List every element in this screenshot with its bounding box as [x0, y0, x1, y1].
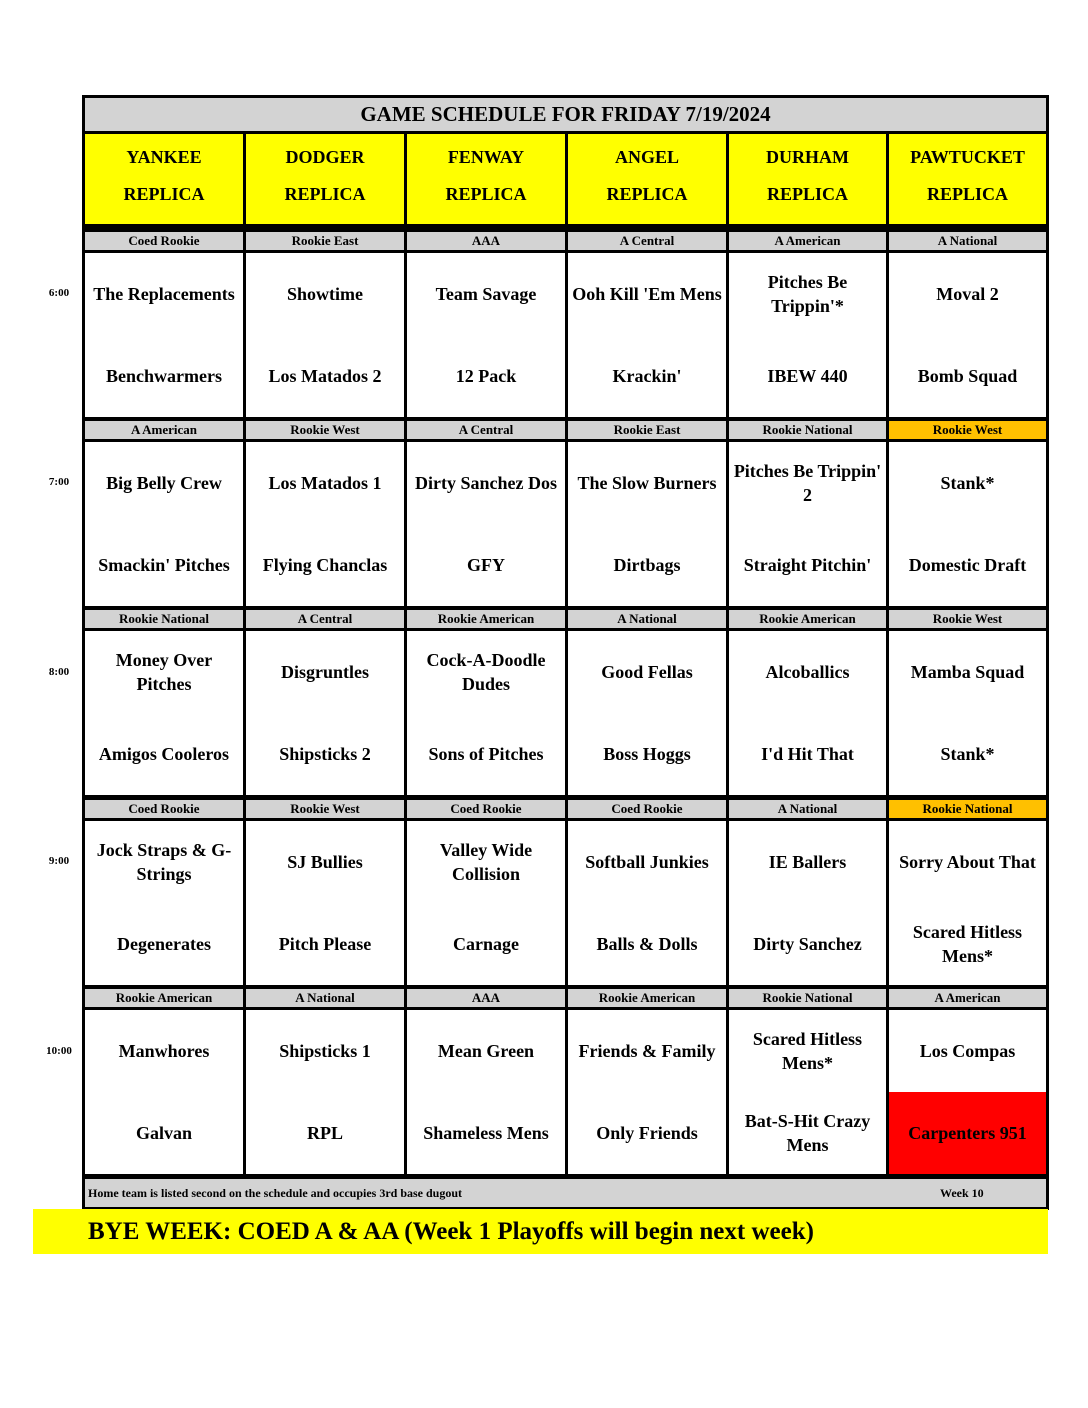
field-name: PAWTUCKET: [910, 147, 1025, 167]
away-team: Manwhores: [85, 1010, 243, 1092]
field-name: FENWAY: [447, 147, 525, 167]
home-team-highlighted: Carpenters 951: [889, 1092, 1046, 1174]
time-label: 9:00: [48, 855, 70, 867]
home-team: Benchwarmers: [85, 335, 243, 417]
away-team: Big Belly Crew: [85, 442, 243, 524]
division-label-highlighted: Rookie West: [889, 421, 1046, 439]
away-team: The Slow Burners: [568, 442, 726, 524]
division-label: A National: [246, 989, 404, 1007]
home-team: Bat-S-Hit Crazy Mens: [729, 1092, 886, 1174]
field-name: DURHAM: [766, 147, 849, 167]
division-label: A Central: [407, 421, 565, 439]
field-header-fenway: [407, 134, 565, 224]
home-team: Stank*: [889, 713, 1046, 795]
away-team: Softball Junkies: [568, 821, 726, 903]
home-team: RPL: [246, 1092, 404, 1174]
field-header-angel: [568, 134, 726, 224]
schedule-table: [82, 95, 1049, 1210]
footer-note: Home team is listed second on the schedule and occupies 3rd base dugout: [88, 1186, 463, 1200]
home-team: Dirty Sanchez: [729, 903, 886, 985]
away-team: SJ Bullies: [246, 821, 404, 903]
field-header-durham: [729, 134, 886, 224]
division-label: Rookie American: [85, 989, 243, 1007]
field-sub: REPLICA: [284, 184, 366, 204]
away-team: Mamba Squad: [889, 631, 1046, 713]
division-label: AAA: [407, 989, 565, 1007]
home-team: Pitch Please: [246, 903, 404, 985]
home-team: Scared Hitless Mens*: [889, 903, 1046, 985]
division-label: Rookie West: [246, 800, 404, 818]
division-label: A National: [889, 232, 1046, 250]
away-team: Scared Hitless Mens*: [729, 1010, 886, 1092]
away-team: Disgruntles: [246, 631, 404, 713]
division-label: Rookie West: [246, 421, 404, 439]
home-team: IBEW 440: [729, 335, 886, 417]
division-label: Rookie National: [85, 610, 243, 628]
home-team: Galvan: [85, 1092, 243, 1174]
division-label: A Central: [246, 610, 404, 628]
field-name: YANKEE: [126, 147, 202, 167]
division-label: Coed Rookie: [568, 800, 726, 818]
home-team: Shipsticks 2: [246, 713, 404, 795]
away-team: Friends & Family: [568, 1010, 726, 1092]
home-team: Carnage: [407, 903, 565, 985]
division-label: Rookie American: [568, 989, 726, 1007]
away-team: Stank*: [889, 442, 1046, 524]
time-label: 7:00: [48, 476, 70, 488]
home-team: Dirtbags: [568, 524, 726, 606]
home-team: Straight Pitchin': [729, 524, 886, 606]
home-team: Los Matados 2: [246, 335, 404, 417]
home-team: Krackin': [568, 335, 726, 417]
home-team: Boss Hoggs: [568, 713, 726, 795]
home-team: Balls & Dolls: [568, 903, 726, 985]
field-sub: REPLICA: [926, 184, 1008, 204]
field-sub: REPLICA: [606, 184, 688, 204]
home-team: Smackin' Pitches: [85, 524, 243, 606]
division-label: Rookie National: [729, 421, 886, 439]
division-label: Rookie East: [246, 232, 404, 250]
home-team: Only Friends: [568, 1092, 726, 1174]
away-team: Alcoballics: [729, 631, 886, 713]
away-team: Dirty Sanchez Dos: [407, 442, 565, 524]
home-team: Flying Chanclas: [246, 524, 404, 606]
field-sub: REPLICA: [123, 184, 205, 204]
away-team: Mean Green: [407, 1010, 565, 1092]
home-team: Amigos Cooleros: [85, 713, 243, 795]
away-team: Valley Wide Collision: [407, 821, 565, 903]
division-label: A National: [568, 610, 726, 628]
division-label: A American: [85, 421, 243, 439]
schedule-title: GAME SCHEDULE FOR FRIDAY 7/19/2024: [85, 98, 1046, 131]
away-team: Money Over Pitches: [85, 631, 243, 713]
division-label: Rookie American: [729, 610, 886, 628]
division-label: Rookie American: [407, 610, 565, 628]
division-label: Coed Rookie: [85, 800, 243, 818]
division-label: Rookie West: [889, 610, 1046, 628]
away-team: Team Savage: [407, 253, 565, 335]
home-team: GFY: [407, 524, 565, 606]
field-sub: REPLICA: [766, 184, 848, 204]
away-team: IE Ballers: [729, 821, 886, 903]
away-team: Sorry About That: [889, 821, 1046, 903]
home-team: Shameless Mens: [407, 1092, 565, 1174]
division-label: Coed Rookie: [85, 232, 243, 250]
home-team: Sons of Pitches: [407, 713, 565, 795]
home-team: Domestic Draft: [889, 524, 1046, 606]
bye-week-banner: BYE WEEK: COED A & AA (Week 1 Playoffs will begin next week): [33, 1209, 1048, 1254]
away-team: Shipsticks 1: [246, 1010, 404, 1092]
away-team: The Replacements: [85, 253, 243, 335]
division-label: Coed Rookie: [407, 800, 565, 818]
home-team: Degenerates: [85, 903, 243, 985]
division-label: Rookie National: [729, 989, 886, 1007]
field-header-dodger: [246, 134, 404, 224]
time-label: 10:00: [46, 1045, 72, 1057]
division-label-highlighted: Rookie National: [889, 800, 1046, 818]
footer-bar: [85, 1179, 1046, 1207]
division-label: A Central: [568, 232, 726, 250]
time-label: 8:00: [48, 666, 70, 678]
home-team: 12 Pack: [407, 335, 565, 417]
division-label: A American: [889, 989, 1046, 1007]
away-team: Showtime: [246, 253, 404, 335]
time-label: 6:00: [48, 287, 70, 299]
division-label: A American: [729, 232, 886, 250]
field-name: ANGEL: [614, 147, 679, 167]
division-label: Rookie East: [568, 421, 726, 439]
field-sub: REPLICA: [445, 184, 527, 204]
away-team: Pitches Be Trippin' 2: [729, 442, 886, 524]
division-label: AAA: [407, 232, 565, 250]
away-team: Los Compas: [889, 1010, 1046, 1092]
division-label: A National: [729, 800, 886, 818]
field-header-pawtucket: [889, 134, 1046, 224]
field-header-yankee: [85, 134, 243, 224]
away-team: Los Matados 1: [246, 442, 404, 524]
away-team: Cock-A-Doodle Dudes: [407, 631, 565, 713]
field-name: DODGER: [285, 147, 365, 167]
home-team: I'd Hit That: [729, 713, 886, 795]
away-team: Moval 2: [889, 253, 1046, 335]
away-team: Good Fellas: [568, 631, 726, 713]
away-team: Jock Straps & G-Strings: [85, 821, 243, 903]
week-label: Week 10: [940, 1186, 984, 1200]
away-team: Ooh Kill 'Em Mens: [568, 253, 726, 335]
away-team: Pitches Be Trippin'*: [729, 253, 886, 335]
home-team: Bomb Squad: [889, 335, 1046, 417]
